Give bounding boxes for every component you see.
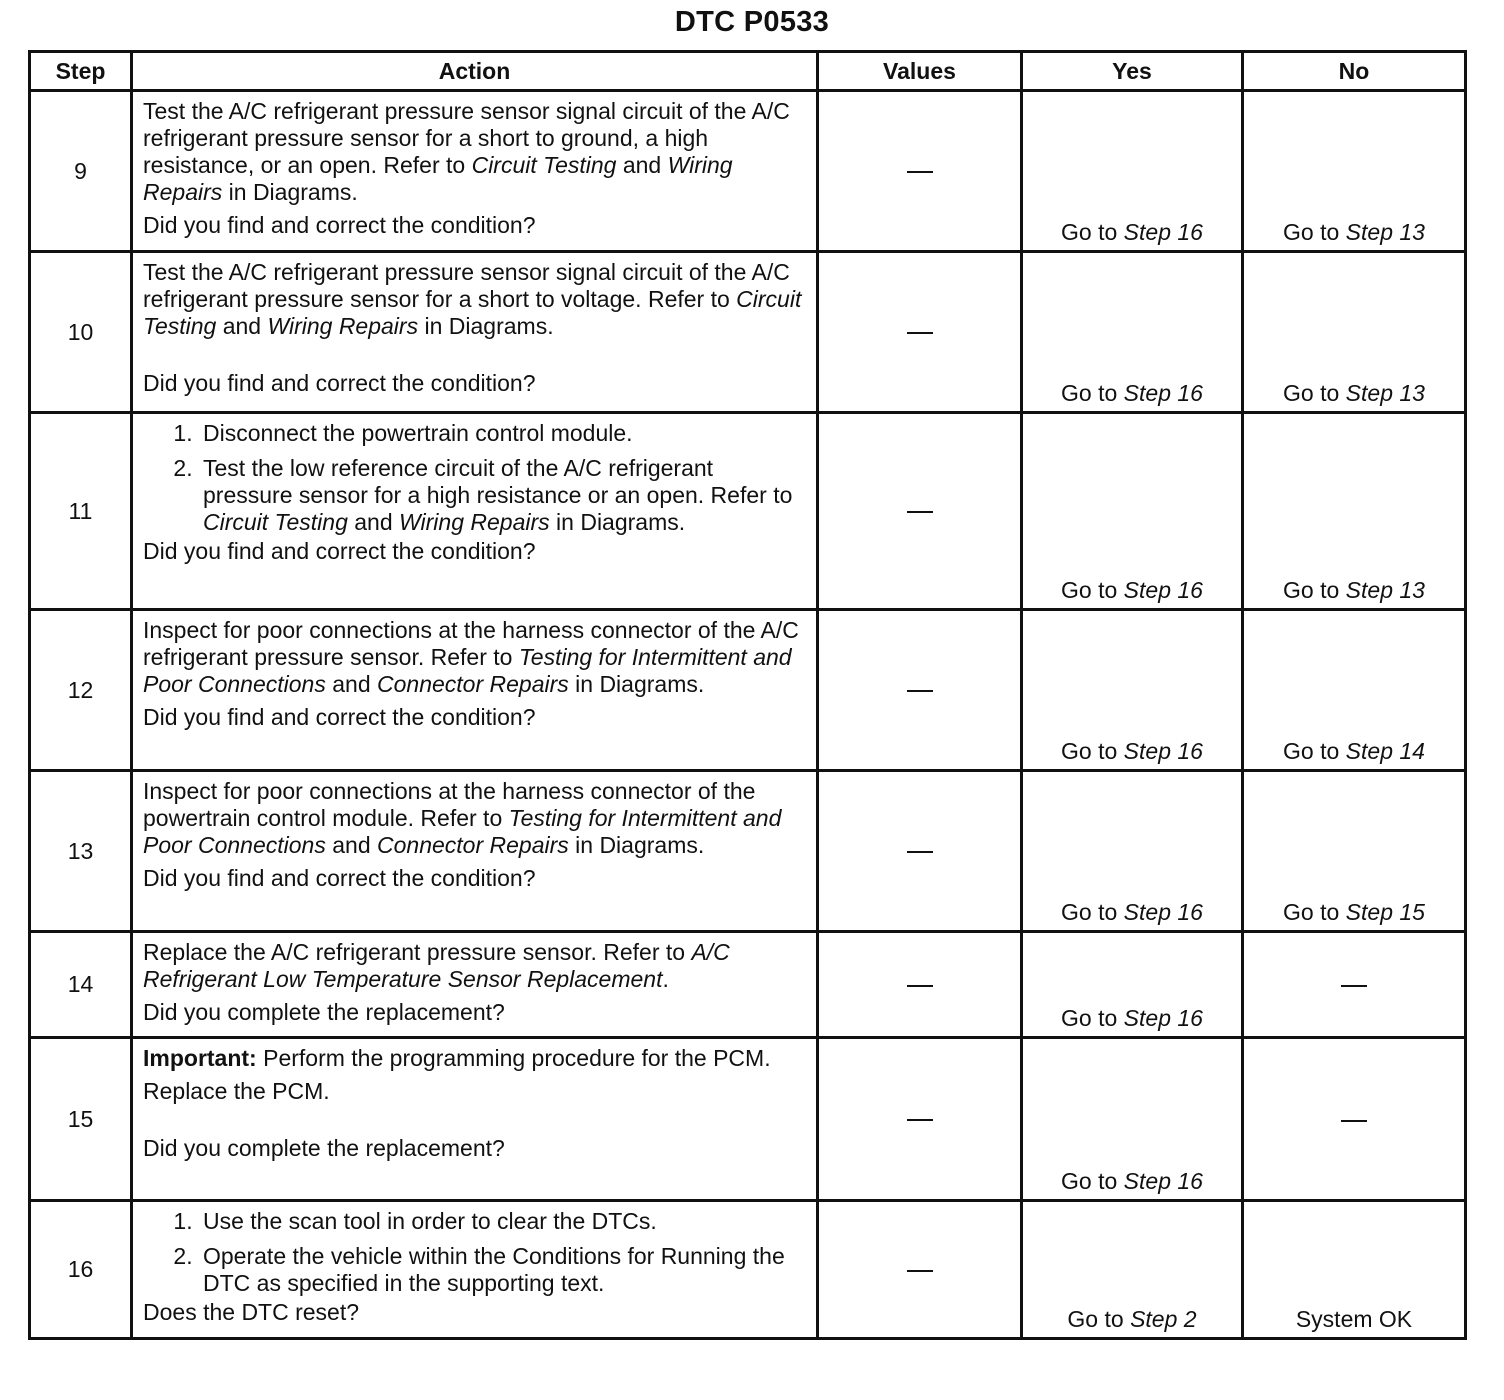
table-row (30, 1201, 1466, 1339)
reference-wiring-repairs: Wiring Repairs (399, 509, 550, 535)
action-question: Did you complete the replacement? (143, 999, 505, 1025)
values-cell (818, 1201, 1022, 1339)
dash-mark (907, 332, 933, 334)
dash-mark (907, 985, 933, 987)
yes-cell: Go to Step 16 (1022, 610, 1243, 771)
page-title: DTC P0533 (674, 6, 830, 38)
action-question: Did you find and correct the condition? (143, 865, 536, 891)
action-cell (132, 413, 818, 610)
step-link[interactable]: Step 16 (1123, 577, 1203, 603)
values-cell (818, 413, 1022, 610)
step-link[interactable]: Step 2 (1130, 1306, 1197, 1332)
action-text: Replace the PCM. (143, 1078, 330, 1104)
reference-connector-repairs: Connector Repairs (377, 671, 569, 697)
step-number: 13 (30, 771, 132, 932)
action-cell (132, 1038, 818, 1201)
step-number: 11 (30, 413, 132, 610)
action-question: Did you find and correct the condition? (143, 538, 536, 564)
step-link[interactable]: Step 16 (1123, 219, 1203, 245)
dash-mark (1341, 1120, 1367, 1122)
header-yes: Yes (1022, 52, 1243, 91)
no-cell: Go to Step 13 (1243, 413, 1466, 610)
action-cell (132, 771, 818, 932)
no-cell (1243, 932, 1466, 1038)
action-cell (132, 932, 818, 1038)
values-cell (818, 771, 1022, 932)
action-text: Inspect for poor connections at the harness connector of the powertrain control module. Refer to Testing for Intermittent and Poor Connections and Connector Repairs in Diagrams. (143, 778, 782, 858)
action-question: Did you find and correct the condition? (143, 704, 536, 730)
action-question: Does the DTC reset? (143, 1299, 360, 1325)
step-number: 12 (30, 610, 132, 771)
yes-cell: Go to Step 16 (1022, 771, 1243, 932)
reference-circuit-testing: Circuit Testing (203, 509, 348, 535)
step-number: 9 (30, 91, 132, 252)
table-row (30, 413, 1466, 610)
dash-mark (907, 511, 933, 513)
action-cell (132, 91, 818, 252)
dash-mark (1341, 985, 1367, 987)
header-action: Action (132, 52, 818, 91)
no-cell: Go to Step 13 (1243, 252, 1466, 413)
list-item: 2. Test the low reference circuit of the A/C refrigerant pressure sensor for a high resistance or an open. Refer to Circuit Testing and Wiring Repairs in Diagrams. (199, 455, 806, 536)
header-values: Values (818, 52, 1022, 91)
step-link[interactable]: Step 14 (1345, 738, 1425, 764)
header-step: Step (30, 52, 132, 91)
yes-cell: Go to Step 16 (1022, 252, 1243, 413)
values-cell (818, 252, 1022, 413)
action-cell (132, 1201, 818, 1339)
yes-cell: Go to Step 16 (1022, 1038, 1243, 1201)
step-link[interactable]: Step 13 (1345, 380, 1425, 406)
action-cell (132, 252, 818, 413)
dash-mark (907, 171, 933, 173)
reference-circuit-testing: Circuit Testing (471, 152, 617, 178)
action-question: Did you find and correct the condition? (143, 212, 536, 238)
step-number: 14 (30, 932, 132, 1038)
dash-mark (907, 1119, 933, 1121)
step-link[interactable]: Step 16 (1123, 380, 1203, 406)
list-item: 1. Disconnect the powertrain control module. (199, 420, 806, 447)
reference-testing-intermittent: Testing for Intermittent and Poor Connections (143, 805, 782, 858)
yes-cell: Go to Step 2 (1022, 1201, 1243, 1339)
list-item: 2. Operate the vehicle within the Conditions for Running the DTC as specified in the supporting text. (199, 1243, 806, 1297)
table-row (30, 610, 1466, 771)
step-link[interactable]: Step 16 (1123, 1168, 1203, 1194)
step-link[interactable]: Step 16 (1123, 738, 1203, 764)
diagnostic-table (28, 50, 1467, 1340)
step-link[interactable]: Step 16 (1123, 899, 1203, 925)
reference-connector-repairs: Connector Repairs (377, 832, 569, 858)
values-cell (818, 91, 1022, 252)
action-text: Replace the A/C refrigerant pressure sensor. Refer to A/C Refrigerant Low Temperature Sensor Replacement. (143, 939, 730, 992)
reference-wiring-repairs: Wiring Repairs (143, 152, 733, 205)
table-row (30, 252, 1466, 413)
action-text: Test the A/C refrigerant pressure sensor signal circuit of the A/C refrigerant pressure sensor for a short to voltage. Refer to Circuit Testing and Wiring Repairs in Diagrams. (143, 259, 802, 339)
no-cell: Go to Step 15 (1243, 771, 1466, 932)
important-note: Important: Perform the programming procedure for the PCM. (143, 1045, 771, 1071)
no-cell: Go to Step 13 (1243, 91, 1466, 252)
action-text: Test the A/C refrigerant pressure sensor signal circuit of the A/C refrigerant pressure sensor for a short to ground, a high resistance, or an open. Refer to Circuit Testing and Wiring Repairs in Diagrams. (143, 98, 790, 205)
action-text: Inspect for poor connections at the harness connector of the A/C refrigerant pressure sensor. Refer to Testing for Intermittent and Poor Connections and Connector Repairs in Diagrams. (143, 617, 799, 697)
step-number: 10 (30, 252, 132, 413)
dash-mark (907, 690, 933, 692)
values-cell (818, 610, 1022, 771)
action-list (143, 1208, 806, 1297)
step-link[interactable]: Step 15 (1345, 899, 1425, 925)
action-cell (132, 610, 818, 771)
action-question: Did you find and correct the condition? (143, 370, 536, 396)
reference-wiring-repairs: Wiring Repairs (267, 313, 419, 339)
step-link[interactable]: Step 13 (1345, 219, 1425, 245)
table-row (30, 932, 1466, 1038)
table-row (30, 1038, 1466, 1201)
step-number: 15 (30, 1038, 132, 1201)
header-no: No (1243, 52, 1466, 91)
step-link[interactable]: Step 16 (1123, 1005, 1203, 1031)
table-row (30, 91, 1466, 252)
values-cell (818, 1038, 1022, 1201)
yes-cell: Go to Step 16 (1022, 932, 1243, 1038)
important-label: Important: (143, 1045, 257, 1071)
action-list (143, 420, 806, 536)
yes-cell: Go to Step 16 (1022, 91, 1243, 252)
dash-mark (907, 851, 933, 853)
action-question: Did you complete the replacement? (143, 1135, 505, 1161)
table-row (30, 771, 1466, 932)
step-link[interactable]: Step 13 (1345, 577, 1425, 603)
reference-sensor-replacement: A/C Refrigerant Low Temperature Sensor Replacement (143, 939, 730, 992)
reference-circuit-testing: Circuit Testing (143, 286, 802, 339)
list-item: 1. Use the scan tool in order to clear the DTCs. (199, 1208, 806, 1235)
step-number: 16 (30, 1201, 132, 1339)
no-cell (1243, 1038, 1466, 1201)
dash-mark (907, 1270, 933, 1272)
header-row (30, 52, 1466, 91)
no-cell: Go to Step 14 (1243, 610, 1466, 771)
values-cell (818, 932, 1022, 1038)
reference-testing-intermittent: Testing for Intermittent and Poor Connections (143, 644, 792, 697)
yes-cell: Go to Step 16 (1022, 413, 1243, 610)
no-cell: System OK (1243, 1201, 1466, 1339)
